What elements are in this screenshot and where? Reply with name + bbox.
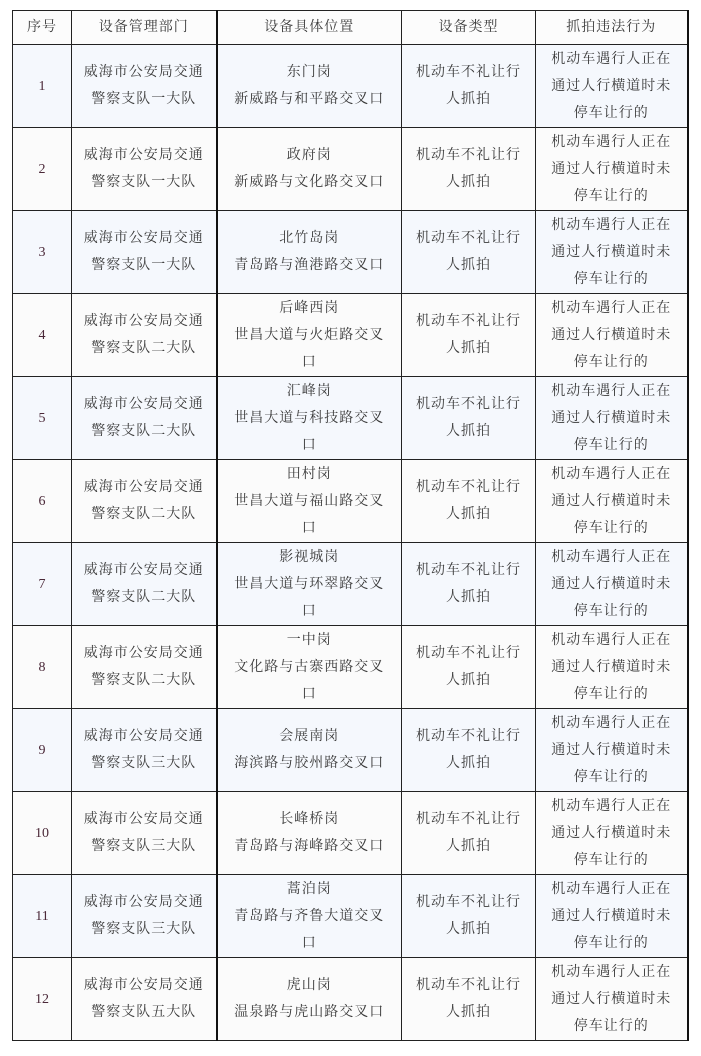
department-cell: 威海市公安局交通警察支队五大队 xyxy=(72,958,217,1041)
location-cell xyxy=(217,294,402,377)
table-row xyxy=(13,543,688,626)
violation-cell: 机动车遇行人正在通过人行横道时未停车让行的 xyxy=(536,792,688,875)
header-location: 设备具体位置 xyxy=(217,11,402,45)
table-row xyxy=(13,294,688,377)
intersection: 世昌大道与火炬路交叉口 xyxy=(234,326,385,370)
intersection: 新威路与和平路交叉口 xyxy=(234,91,385,107)
device-type-cell: 机动车不礼让行人抓拍 xyxy=(402,875,536,958)
serial-cell: 5 xyxy=(13,377,72,460)
intersection: 新威路与文化路交叉口 xyxy=(234,174,385,190)
department-cell: 威海市公安局交通警察支队二大队 xyxy=(72,543,217,626)
post-name: 一中岗 xyxy=(286,631,332,648)
device-type-cell: 机动车不礼让行人抓拍 xyxy=(402,128,536,211)
table-body xyxy=(13,45,688,1041)
violation-cell: 机动车遇行人正在通过人行横道时未停车让行的 xyxy=(536,128,688,211)
intersection: 世昌大道与科技路交叉口 xyxy=(234,409,385,453)
department-cell: 威海市公安局交通警察支队二大队 xyxy=(72,377,217,460)
post-name: 后峰西岗 xyxy=(279,299,340,316)
table-row xyxy=(13,211,688,294)
serial-cell: 12 xyxy=(13,958,72,1041)
device-type-cell: 机动车不礼让行人抓拍 xyxy=(402,211,536,294)
device-type-cell: 机动车不礼让行人抓拍 xyxy=(402,294,536,377)
serial-cell: 11 xyxy=(13,875,72,958)
post-name: 东门岗 xyxy=(286,64,332,80)
serial-cell: 3 xyxy=(13,211,72,294)
violation-cell: 机动车遇行人正在通过人行横道时未停车让行的 xyxy=(536,211,688,294)
intersection: 青岛路与海峰路交叉口 xyxy=(234,838,385,854)
serial-cell: 6 xyxy=(13,460,72,543)
violation-cell: 机动车遇行人正在通过人行横道时未停车让行的 xyxy=(536,45,688,128)
violation-cell: 机动车遇行人正在通过人行横道时未停车让行的 xyxy=(536,626,688,709)
device-type-cell: 机动车不礼让行人抓拍 xyxy=(402,460,536,543)
header-violation: 抓拍违法行为 xyxy=(536,11,688,45)
device-type-cell: 机动车不礼让行人抓拍 xyxy=(402,709,536,792)
post-name: 虎山岗 xyxy=(286,977,332,993)
table-row xyxy=(13,128,688,211)
intersection: 温泉路与虎山路交叉口 xyxy=(234,1004,385,1020)
department-cell: 威海市公安局交通警察支队三大队 xyxy=(72,875,217,958)
location-cell xyxy=(217,543,402,626)
table-row xyxy=(13,626,688,709)
intersection: 青岛路与齐鲁大道交叉口 xyxy=(234,907,385,951)
department-cell: 威海市公安局交通警察支队二大队 xyxy=(72,460,217,543)
department-cell: 威海市公安局交通警察支队一大队 xyxy=(72,45,217,128)
violation-cell: 机动车遇行人正在通过人行横道时未停车让行的 xyxy=(536,543,688,626)
device-type-cell: 机动车不礼让行人抓拍 xyxy=(402,626,536,709)
post-name: 会展南岗 xyxy=(279,728,340,744)
location-cell xyxy=(217,709,402,792)
department-cell: 威海市公安局交通警察支队三大队 xyxy=(72,709,217,792)
location-cell xyxy=(217,211,402,294)
department-cell: 威海市公安局交通警察支队二大队 xyxy=(72,294,217,377)
post-name: 政府岗 xyxy=(286,147,332,163)
serial-cell: 4 xyxy=(13,294,72,377)
location-cell xyxy=(217,460,402,543)
device-type-cell: 机动车不礼让行人抓拍 xyxy=(402,792,536,875)
location-cell xyxy=(217,45,402,128)
table-row xyxy=(13,958,688,1041)
violation-cell: 机动车遇行人正在通过人行横道时未停车让行的 xyxy=(536,709,688,792)
device-table xyxy=(12,10,689,1041)
serial-cell: 1 xyxy=(13,45,72,128)
device-type-cell: 机动车不礼让行人抓拍 xyxy=(402,377,536,460)
device-type-cell: 机动车不礼让行人抓拍 xyxy=(402,543,536,626)
post-name: 长峰桥岗 xyxy=(279,811,340,827)
serial-cell: 8 xyxy=(13,626,72,709)
violation-cell: 机动车遇行人正在通过人行横道时未停车让行的 xyxy=(536,875,688,958)
intersection: 文化路与古寨西路交叉口 xyxy=(234,658,385,702)
table-header-row xyxy=(13,11,688,45)
serial-cell: 7 xyxy=(13,543,72,626)
violation-cell: 机动车遇行人正在通过人行横道时未停车让行的 xyxy=(536,958,688,1041)
table-row xyxy=(13,792,688,875)
department-cell: 威海市公安局交通警察支队二大队 xyxy=(72,626,217,709)
table-row xyxy=(13,45,688,128)
header-serial: 序号 xyxy=(13,11,72,45)
serial-cell: 2 xyxy=(13,128,72,211)
header-department: 设备管理部门 xyxy=(72,11,217,45)
location-cell xyxy=(217,958,402,1041)
table-row xyxy=(13,709,688,792)
intersection: 青岛路与渔港路交叉口 xyxy=(234,257,385,273)
location-cell xyxy=(217,128,402,211)
table-row xyxy=(13,460,688,543)
serial-cell: 9 xyxy=(13,709,72,792)
post-name: 北竹岛岗 xyxy=(279,230,340,246)
department-cell: 威海市公安局交通警察支队三大队 xyxy=(72,792,217,875)
intersection: 世昌大道与福山路交叉口 xyxy=(234,492,385,536)
post-name: 汇峰岗 xyxy=(286,382,332,399)
header-device-type: 设备类型 xyxy=(402,11,536,45)
post-name: 蒿泊岗 xyxy=(286,880,332,897)
location-cell xyxy=(217,377,402,460)
serial-cell: 10 xyxy=(13,792,72,875)
location-cell xyxy=(217,792,402,875)
device-type-cell: 机动车不礼让行人抓拍 xyxy=(402,45,536,128)
violation-cell: 机动车遇行人正在通过人行横道时未停车让行的 xyxy=(536,460,688,543)
table-row xyxy=(13,875,688,958)
department-cell: 威海市公安局交通警察支队一大队 xyxy=(72,211,217,294)
post-name: 田村岗 xyxy=(286,465,332,482)
intersection: 海滨路与胶州路交叉口 xyxy=(234,755,385,771)
device-type-cell: 机动车不礼让行人抓拍 xyxy=(402,958,536,1041)
location-cell xyxy=(217,626,402,709)
intersection: 世昌大道与环翠路交叉口 xyxy=(234,575,385,619)
violation-cell: 机动车遇行人正在通过人行横道时未停车让行的 xyxy=(536,377,688,460)
violation-cell: 机动车遇行人正在通过人行横道时未停车让行的 xyxy=(536,294,688,377)
location-cell xyxy=(217,875,402,958)
post-name: 影视城岗 xyxy=(279,548,340,565)
table-row xyxy=(13,377,688,460)
department-cell: 威海市公安局交通警察支队一大队 xyxy=(72,128,217,211)
